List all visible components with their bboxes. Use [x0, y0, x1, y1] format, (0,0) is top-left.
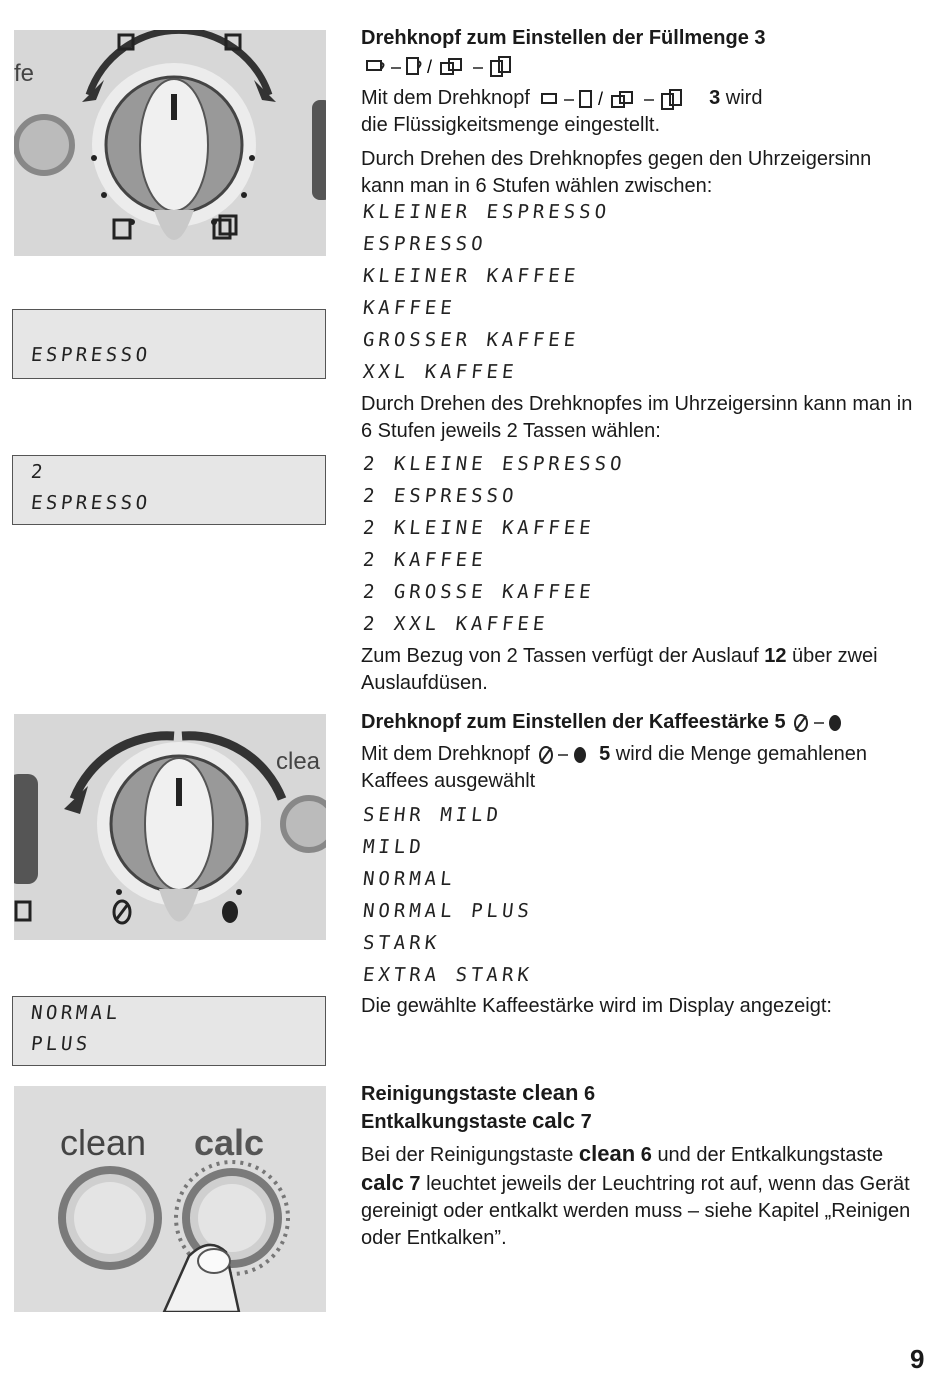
strength-range-icon	[791, 712, 851, 734]
ref-number: 3	[709, 87, 721, 109]
ref-number: 6	[583, 1083, 596, 1105]
ccw-option: KLEINER KAFFEE	[361, 265, 581, 287]
ref-number: 7	[580, 1111, 592, 1133]
photo-clean-label: clean	[60, 1122, 147, 1163]
section3-body	[361, 1140, 921, 1252]
strength-option: SEHR MILD	[361, 804, 504, 826]
lcd-line: ESPRESSO	[29, 492, 152, 514]
lcd-display-two-espresso	[12, 455, 326, 525]
cup-symbols-row	[361, 55, 931, 81]
text-run: die Flüssigkeitsmenge eingestellt.	[361, 114, 661, 136]
strength-option: NORMAL PLUS	[361, 900, 534, 922]
text-run: Zum Bezug von 2 Tassen verfügt der Auslauf	[361, 645, 759, 667]
heading-text: Drehknopf zum Einstellen der Kaffeestärke 5	[361, 711, 786, 733]
lcd-line: 2	[29, 461, 48, 483]
lcd-line: NORMAL	[29, 1002, 122, 1024]
text-run: Mit dem Drehknopf	[361, 87, 530, 109]
key-label-clean: clean	[522, 1080, 579, 1105]
section1-cw-text: Durch Drehen des Drehknopfes im Uhrzeigersinn kann man in 6 Stufen jeweils 2 Tassen wählen:	[361, 393, 913, 442]
svg-text:/: /	[427, 57, 433, 77]
ccw-option: ESPRESSO	[361, 233, 488, 255]
ref-number: 7	[409, 1173, 421, 1195]
fill-amount-knob-photo	[14, 30, 326, 256]
text-run: leuchtet jeweils der Leuchtring rot auf, wenn das Gerät gereinigt oder entkalkt werden muss – siehe Kapitel „Reinigen oder Entkalken”.	[361, 1173, 911, 1249]
photo-label-fe: fe	[14, 60, 35, 87]
ref-number: 12	[764, 645, 787, 667]
text-run: über zwei Auslaufdüsen.	[361, 645, 878, 694]
section3-heading-clean	[361, 1080, 931, 1106]
section2-display-note: Die gewählte Kaffeestärke wird im Display angezeigt:	[361, 995, 832, 1017]
text-run: Mit dem Drehknopf	[361, 743, 530, 765]
section2-heading	[361, 711, 931, 734]
key-label-calc: calc	[532, 1108, 575, 1133]
cw-option: 2 ESPRESSO	[361, 485, 519, 507]
cup-size-inline-icons	[536, 88, 704, 110]
strength-option: STARK	[361, 932, 442, 954]
lcd-display-normal-plus	[12, 996, 326, 1066]
section3-heading-calc	[361, 1108, 931, 1134]
text-run: und der Entkalkungstaste	[657, 1144, 884, 1166]
cup-size-icons	[361, 55, 531, 79]
photo-label-clea: clea	[276, 748, 321, 775]
text-run: Bei der Reinigungstaste	[361, 1144, 574, 1166]
strength-option: EXTRA STARK	[361, 964, 534, 986]
section1-ccw-text: Durch Drehen des Drehknopfes gegen den Uhrzeigersinn kann man in 6 Stufen wählen zwischen:	[361, 148, 872, 197]
strength-range-inline-icon	[536, 744, 594, 766]
section1-intro	[361, 85, 931, 139]
section1-heading: Drehknopf zum Einstellen der Füllmenge 3	[361, 27, 766, 49]
lcd-line: PLUS	[29, 1033, 92, 1055]
heading-text: Entkalkungstaste	[361, 1111, 527, 1133]
key-label-calc: calc	[361, 1170, 404, 1195]
ccw-option: KLEINER ESPRESSO	[361, 201, 612, 223]
photo-calc-label: calc	[194, 1122, 265, 1163]
lcd-line: ESPRESSO	[29, 344, 152, 366]
ccw-option: KAFFEE	[361, 297, 457, 319]
ccw-option: GROSSER KAFFEE	[361, 329, 581, 351]
section1-spout-text	[361, 643, 921, 697]
text-run: wird	[725, 87, 763, 109]
cw-option: 2 KLEINE ESPRESSO	[361, 453, 627, 475]
cw-option: 2 KLEINE KAFFEE	[361, 517, 596, 539]
heading-text: Reinigungstaste	[361, 1083, 517, 1105]
ref-number: 5	[599, 743, 611, 765]
section2-intro	[361, 741, 911, 795]
page-number: 9	[910, 1344, 925, 1374]
strength-option: MILD	[361, 836, 426, 858]
key-label-clean: clean	[578, 1141, 636, 1166]
text-run: wird die Menge gemahlenen Kaffees ausgewählt	[361, 743, 868, 792]
ref-number: 6	[640, 1144, 652, 1166]
strength-knob-photo	[14, 714, 326, 940]
cw-option: 2 GROSSE KAFFEE	[361, 581, 596, 603]
strength-option: NORMAL	[361, 868, 457, 890]
cw-option: 2 XXL KAFFEE	[361, 613, 550, 635]
lcd-display-espresso	[12, 309, 326, 379]
svg-text:/: /	[597, 88, 603, 109]
clean-calc-buttons-photo	[14, 1086, 326, 1312]
cw-option: 2 KAFFEE	[361, 549, 488, 571]
ccw-option: XXL KAFFEE	[361, 361, 519, 383]
